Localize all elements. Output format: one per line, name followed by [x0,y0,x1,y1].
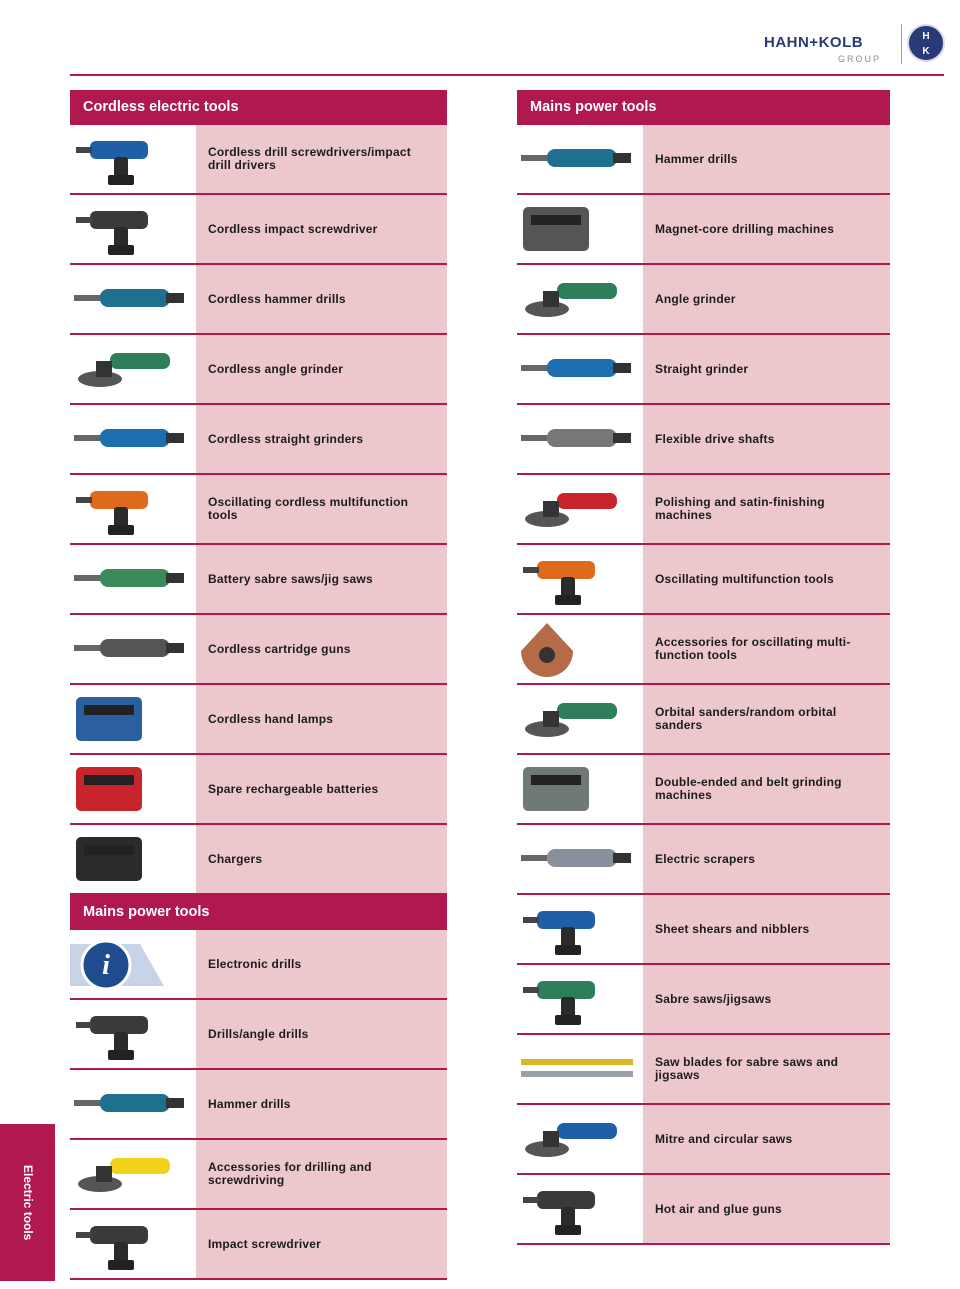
product-category-label: Angle grinder [655,291,736,306]
battery-icon [70,755,196,823]
product-category-label: Hammer drills [655,151,738,166]
product-category-row[interactable] [517,265,890,335]
logo-group-text: GROUP [838,54,882,64]
logo-divider [901,24,902,64]
product-category-label: Cordless impact screwdriver [208,221,378,236]
product-category-label-cell[interactable] [643,685,890,753]
product-category-label-cell[interactable] [643,615,890,683]
product-category-label-cell[interactable] [643,125,890,193]
hot-air-gun-icon [517,1175,643,1243]
product-category-row[interactable] [517,545,890,615]
product-category-row[interactable] [517,965,890,1035]
header-rule [70,74,944,76]
cartridge-gun-icon [70,615,196,683]
product-category-label-cell[interactable] [196,335,447,403]
product-category-label-cell[interactable] [643,335,890,403]
impact-screwdriver-icon [70,1210,196,1278]
product-category-label-cell[interactable] [196,930,447,998]
angle-grinder-icon [70,335,196,403]
product-category-label: Cordless cartridge guns [208,641,351,656]
logo-badge-icon [907,24,945,62]
product-category-row[interactable] [70,825,447,895]
section-header: Mains power tools [517,90,890,125]
impact-screwdriver-icon [70,195,196,263]
product-category-label-cell[interactable] [643,895,890,963]
product-category-row[interactable] [517,125,890,195]
product-category-label-cell[interactable] [196,405,447,473]
multitool-icon [517,545,643,613]
product-category-label-cell[interactable] [196,825,447,893]
product-category-label: Battery sabre saws/jig saws [208,571,373,586]
info-icon [70,930,196,998]
product-category-label-cell[interactable] [643,825,890,893]
product-category-row[interactable] [70,335,447,405]
product-category-label: Mitre and circular saws [655,1131,793,1146]
product-category-row[interactable] [70,615,447,685]
product-category-label-cell[interactable] [196,1140,447,1208]
sabre-saw-icon [70,545,196,613]
scraper-icon [517,825,643,893]
circular-saw-icon [517,1105,643,1173]
product-category-label-cell[interactable] [196,1000,447,1068]
product-category-row[interactable] [517,685,890,755]
product-category-label-cell[interactable] [643,405,890,473]
angle-grinder-icon [517,265,643,333]
product-category-row[interactable] [517,195,890,265]
product-category-label-cell[interactable] [196,475,447,543]
product-category-label: Hot air and glue guns [655,1201,782,1216]
product-category-row[interactable] [70,1210,447,1280]
product-category-label: Orbital sanders/random orbital sanders [655,705,837,732]
logo-badge-letter-top: H [922,31,930,42]
product-category-row[interactable] [517,1035,890,1105]
product-category-label-cell[interactable] [643,545,890,613]
sheet-shears-icon [517,895,643,963]
product-category-label: Accessories for oscillating multi-function tools [655,635,851,662]
chapter-side-tab-label: Electric tools [21,1164,35,1241]
product-category-label: Electric scrapers [655,851,756,866]
hammer-drill-icon [517,125,643,193]
product-category-row[interactable] [70,685,447,755]
product-category-label: Oscillating multifunction tools [655,571,834,586]
product-category-label: Flexible drive shafts [655,431,775,446]
product-category-label: Sheet shears and nibblers [655,921,810,936]
product-category-label-cell[interactable] [196,685,447,753]
hammer-drill-icon [70,1070,196,1138]
product-category-label-cell[interactable] [643,265,890,333]
product-category-label: Electronic drills [208,956,302,971]
product-category-label-cell[interactable] [196,1210,447,1278]
product-category-row[interactable] [517,1175,890,1245]
product-category-label-cell[interactable] [196,755,447,823]
product-category-label: Spare rechargeable batteries [208,781,379,796]
product-category-row[interactable] [70,930,447,1000]
product-category-label: Saw blades for sabre saws and jigsaws [655,1055,839,1082]
product-category-label-cell[interactable] [643,1035,890,1103]
product-category-label-cell[interactable] [643,1175,890,1243]
product-category-label: Magnet-core drilling machines [655,221,835,236]
jigsaw-icon [517,965,643,1033]
drilling-accessory-icon [70,1140,196,1208]
product-category-label-cell[interactable] [643,1105,890,1173]
section-header: Cordless electric tools [70,90,447,125]
right-column [517,90,890,1245]
product-category-label-cell[interactable] [196,545,447,613]
section-header: Mains power tools [70,895,447,930]
hand-lamp-icon [70,685,196,753]
left-column [70,90,447,1280]
product-category-label: Oscillating cordless multifunction tools [208,495,409,522]
product-category-row[interactable] [70,195,447,265]
product-category-row[interactable] [70,125,447,195]
hammer-drill-icon [70,265,196,333]
product-category-row[interactable] [517,895,890,965]
product-category-label-cell[interactable] [643,195,890,263]
product-category-row[interactable] [517,615,890,685]
cordless-drill-icon [70,125,196,193]
magnet-drill-icon [517,195,643,263]
product-category-row[interactable] [70,545,447,615]
multitool-icon [70,475,196,543]
straight-grinder-icon [517,335,643,403]
product-category-row[interactable] [70,405,447,475]
product-category-row[interactable] [70,1140,447,1210]
product-category-row[interactable] [517,1105,890,1175]
product-category-label: Accessories for drilling and screwdriving [208,1160,372,1187]
product-category-label: Cordless drill screwdrivers/impact drill drivers [208,145,411,172]
charger-icon [70,825,196,893]
product-category-row[interactable] [70,755,447,825]
drill-icon [70,1000,196,1068]
product-category-label: Chargers [208,851,263,866]
svg-text:i: i [102,950,110,981]
product-category-label-cell[interactable] [643,475,890,543]
product-category-row[interactable] [517,475,890,545]
product-category-label: Impact screwdriver [208,1236,321,1251]
product-category-row[interactable] [517,825,890,895]
polisher-icon [517,475,643,543]
product-category-label-cell[interactable] [196,1070,447,1138]
product-category-label: Polishing and satin-finishing machines [655,495,825,522]
product-category-row[interactable] [70,475,447,545]
product-category-row[interactable] [517,755,890,825]
product-category-label-cell[interactable] [196,195,447,263]
product-category-row[interactable] [70,1070,447,1140]
product-category-row[interactable] [517,405,890,475]
product-category-row[interactable] [70,265,447,335]
saw-blade-icon [517,1035,643,1103]
product-category-label-cell[interactable] [196,265,447,333]
product-category-label: Cordless hand lamps [208,711,334,726]
product-category-label: Sabre saws/jigsaws [655,991,772,1006]
logo-wordmark: HAHN+KOLB [764,34,864,51]
bench-grinder-icon [517,755,643,823]
product-category-label: Cordless hammer drills [208,291,346,306]
hahn-kolb-logo [760,22,945,66]
product-category-label-cell[interactable] [643,755,890,823]
product-category-list [70,930,447,1280]
product-category-row[interactable] [517,335,890,405]
product-category-list [70,125,447,895]
straight-grinder-icon [70,405,196,473]
product-category-label: Double-ended and belt grinding machines [655,775,842,802]
product-category-label-cell[interactable] [643,965,890,1033]
product-category-label: Cordless straight grinders [208,431,364,446]
saw-segment-icon [517,615,643,683]
logo-badge-letter-bottom: K [922,46,930,57]
flexible-shaft-icon [517,405,643,473]
chapter-side-tab[interactable] [0,1124,55,1281]
product-category-label: Hammer drills [208,1096,291,1111]
product-category-label: Drills/angle drills [208,1026,309,1041]
orbital-sander-icon [517,685,643,753]
product-category-row[interactable] [70,1000,447,1070]
product-category-label: Cordless angle grinder [208,361,344,376]
product-category-label-cell[interactable] [196,615,447,683]
product-category-list [517,125,890,1245]
product-category-label: Straight grinder [655,361,749,376]
product-category-label-cell[interactable] [196,125,447,193]
